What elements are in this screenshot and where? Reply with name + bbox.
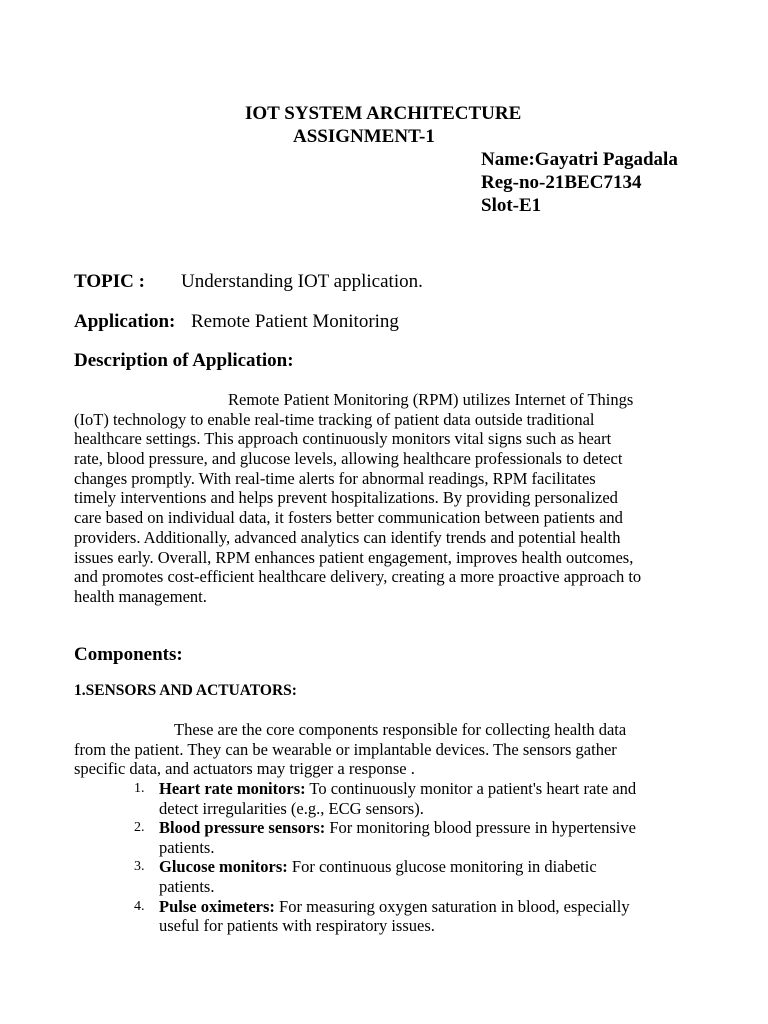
list-text-continued: patients. — [159, 837, 215, 857]
description-line: providers. Additionally, advanced analytics can identify trends and potential health — [74, 527, 621, 547]
list-text: For continuous glucose monitoring in diabetic — [287, 857, 597, 877]
list-text-continued: patients. — [159, 876, 215, 896]
list-item — [74, 779, 714, 818]
description-line: healthcare settings. This approach continuously monitors vital signs such as heart — [74, 429, 612, 449]
list-term: Heart rate monitors: — [159, 779, 306, 798]
student-name: Name:Gayatri Pagadala — [481, 149, 678, 170]
description-line: Remote Patient Monitoring (RPM) utilizes Internet of Things — [228, 390, 634, 409]
topic-label: TOPIC : — [74, 271, 145, 292]
list-text: For measuring oxygen saturation in blood, especially — [274, 896, 630, 916]
list-item — [74, 857, 714, 896]
intro-line: from the patient. They can be wearable or implantable devices. The sensors gather — [74, 739, 617, 759]
description-heading: Description of Application: — [74, 350, 294, 371]
list-number: 1. — [134, 781, 145, 796]
list-text-continued: detect irregularities (e.g., ECG sensors). — [159, 798, 424, 818]
title-line-1: IOT SYSTEM ARCHITECTURE — [245, 103, 522, 124]
description-paragraph — [74, 390, 698, 607]
list-number: 3. — [134, 859, 145, 875]
registration-number: Reg-no-21BEC7134 — [481, 172, 642, 193]
list-text: For monitoring blood pressure in hypertensive — [325, 818, 636, 838]
description-line: changes promptly. With real-time alerts for abnormal readings, RPM facilitates — [74, 468, 596, 488]
intro-line: specific data, and actuators may trigger a response . — [74, 759, 415, 779]
description-line: and promotes cost-efficient healthcare delivery, creating a more proactive approach to — [74, 567, 642, 587]
sensors-actuators-heading: 1.SENSORS AND ACTUATORS: — [74, 682, 297, 699]
list-text-continued: useful for patients with respiratory issues. — [159, 916, 435, 936]
list-number: 2. — [134, 820, 145, 836]
description-line: (IoT) technology to enable real-time tracking of patient data outside traditional — [74, 409, 595, 429]
application-label: Application: — [74, 311, 176, 332]
slot: Slot-E1 — [481, 195, 542, 216]
list-term: Pulse oximeters: — [159, 896, 275, 916]
title-line-2: ASSIGNMENT-1 — [293, 126, 435, 147]
description-line: timely interventions and helps prevent hospitalizations. By providing personalized — [74, 488, 618, 508]
description-line: issues early. Overall, RPM enhances patient engagement, improves health outcomes, — [74, 547, 634, 567]
components-heading: Components: — [74, 644, 183, 665]
description-line: care based on individual data, it fosters better communication between patients and — [74, 508, 623, 528]
description-line: health management. — [74, 586, 207, 606]
list-text: To continuously monitor a patient's heart rate and — [305, 779, 637, 798]
sensor-list — [74, 779, 714, 936]
list-term: Blood pressure sensors: — [159, 818, 326, 838]
list-item — [74, 818, 714, 857]
description-line: rate, blood pressure, and glucose levels, allowing healthcare professionals to detect — [74, 449, 623, 469]
list-term: Glucose monitors: — [159, 857, 288, 877]
application-value: Remote Patient Monitoring — [191, 311, 399, 332]
list-item — [74, 897, 714, 936]
list-number: 4. — [134, 898, 145, 914]
intro-line: These are the core components responsible for collecting health data — [174, 720, 627, 739]
topic-value: Understanding IOT application. — [181, 271, 423, 292]
components-intro — [74, 720, 698, 779]
